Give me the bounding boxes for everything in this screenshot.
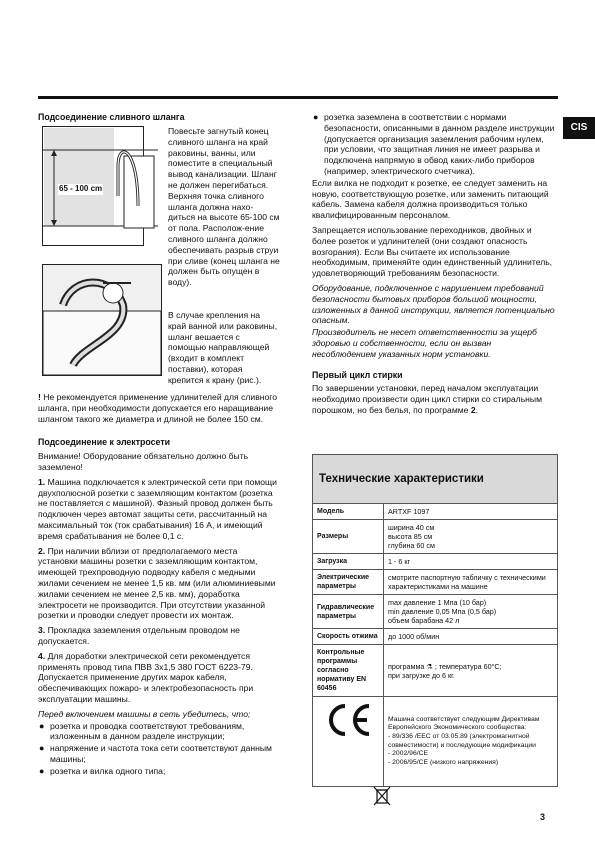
drain-warning-text: Не рекомендуется применение удлинителей для сливного шланга, при необходимости допускается его наращивание шлангом такого же диаметра и длиной не более 150 см. [38, 392, 278, 424]
drain-and-electric-section [38, 392, 278, 778]
drain-heading: Подсоединение сливного шланга [38, 112, 185, 122]
hose-guide-figure [42, 264, 162, 376]
right-column [312, 112, 557, 420]
table-row: Скорость отжима до 1000 об/мин [313, 629, 558, 645]
hose-guide-drawing [43, 265, 161, 375]
electric-item-4: 4. Для доработки электрической сети рекомендуется применять провод типа ПВВ 3х1,5 380 ГОСТ 6223-79. Допускается применение других марок кабеля, обеспечивающих пожаро- и электробезопасность при эксплуатации машины. [38, 650, 254, 704]
specs-title: Технические характеристики [313, 455, 558, 504]
check-item: ● напряжение и частота тока сети соответствуют данным машины; [39, 743, 272, 764]
adapters-paragraph: Запрещается использование переходников, двойных и более розеток и удлинителей (они создают опасность возгорания). Если Вы считаете их использование необходимым, применяйте один единственный удлинитель, удовлетворяющий требованиям безопасности. [312, 224, 553, 279]
plug-paragraph: Если вилка не подходит к розетке, ее следует заменить на новую, соответствующую розетке, или заменить питающий кабель. Замена кабеля должна производиться только квалифицированным персоналом. [312, 177, 549, 221]
check-item: ● розетка и проводка соответствуют требованиям, изложенным в данном разделе инструкции; [39, 720, 245, 742]
liability-paragraph: Производитель не несет ответственности за ущерб здоровью и собственности, если он вызван несоблюдением указанных норм установки. [312, 327, 537, 359]
ce-mark-icon [321, 700, 375, 780]
safety-paragraph: Оборудование, подключенное с нарушением требований безопасности бытовых приборов большой мощности, изложенных в данной инструкции, является потенциально опасным. [312, 282, 555, 326]
specs-table [312, 454, 558, 787]
language-tab: CIS [563, 117, 595, 139]
ce-marks-cell [313, 697, 384, 787]
electric-item-3: 3. Прокладка заземления отдельным проводом не допускается. [38, 625, 240, 646]
left-column [38, 112, 280, 776]
table-row: Модель ARTXF 1097 [313, 504, 558, 520]
hose-guide-text: В случае крепления на край ванной или раковины, шланг вешается с помощью направляющей (входит в комплект поставки), которая крепится к крану (рис.). [168, 310, 278, 385]
page-number: 3 [540, 812, 546, 822]
table-row [313, 697, 558, 787]
electric-heading: Подсоединение к электросети [38, 437, 171, 448]
warning-mark: ! [38, 392, 41, 402]
electric-item-1: 1. Машина подключается к электрической сети при помощи двухполюсной розетки с заземляющим контактом (розетка не поставляется с машиной). Фазный провод должен быть подключен через автомат защиты сети, рассчитанный на максимальный ток (ток срабатывания) 16 А, и имеющий время срабатывания не более 0,1 с. [38, 476, 277, 541]
drain-height-figure [38, 126, 162, 244]
check-intro: Перед включением машины в сеть убедитесь, что; [38, 708, 251, 719]
table-row: Размеры ширина 40 см высота 85 см глубина 60 см [313, 520, 558, 554]
drain-instructions: Повесьте загнутый конец сливного шланга на край раковины, ванны, или поместите в специальный вывод канализации. Шланг не должен перегибаться. Верхняя точка сливного шланга должна нахо-диться на высоте 65-100 см от пола. Располож-ение сливного шланга должно обеспечивать разрыв струи при сливе (конец шланга не должен быть опущен в воду). [168, 126, 280, 288]
electric-intro: Внимание! Оборудование обязательно должно быть заземлено! [38, 451, 249, 472]
drain-warning [38, 392, 278, 424]
first-cycle-heading: Первый цикл стирки [312, 369, 403, 380]
electric-item-2: 2. При наличии вблизи от предполагаемого места установки машины розетки с заземляющим контактом, имеющей трехпроводную подводку кабеля с медными жилами сечением не менее 1,5 кв. мм (или алюминиевыми жилами сечением не менее 2,5 кв. мм), доработка электросети не производится. При отсутствии указанной розетки и проводки следует провести их монтаж. [38, 545, 276, 621]
table-row: Гидравлические параметры max давление 1 Мпа (10 бар) min давление 0,05 Мпа (0,5 бар) объем барабана 42 л [313, 595, 558, 629]
table-row: Контрольные программы согласно нормативу EN 60456 программа ⚗ ; температура 60°С; при загрузке до 6 кг. [313, 645, 558, 697]
first-cycle-text: По завершении установки, перед началом эксплуатации необходимо произвести один цикл стирки со стиральным порошком, но без белья, по программе 2. [312, 383, 542, 415]
top-rule [38, 96, 558, 99]
height-label: 65 - 100 cm [59, 184, 103, 193]
grounding-bullet: ● розетка заземлена в соответствии с нормами безопасности, описанными в данном разделе инструкции (допускается организация заземления рабочим нулем, при условии, что защитная линия не имеет разрыва и подключена напрямую в обвод каких-либо приборов (например, электрического счетчика). [313, 112, 555, 176]
check-item: ● розетка и вилка одного типа; [39, 765, 166, 776]
table-row: Электрические параметры смотрите паспортную табличку с техническими характеристиками на машине [313, 570, 558, 595]
ce-directives-text: Машина соответствует следующим Директивам Европейского Экономического сообщества: - 89/336 /ЕЕС от 03.05.89 (электромагнитной совместимости) и последующие модификации - 2002/96/CE - 2006/95/CE (низкого напряжения) [384, 697, 558, 787]
weee-bin-icon [373, 785, 391, 807]
table-row: Загрузка 1 - 6 кг [313, 554, 558, 570]
